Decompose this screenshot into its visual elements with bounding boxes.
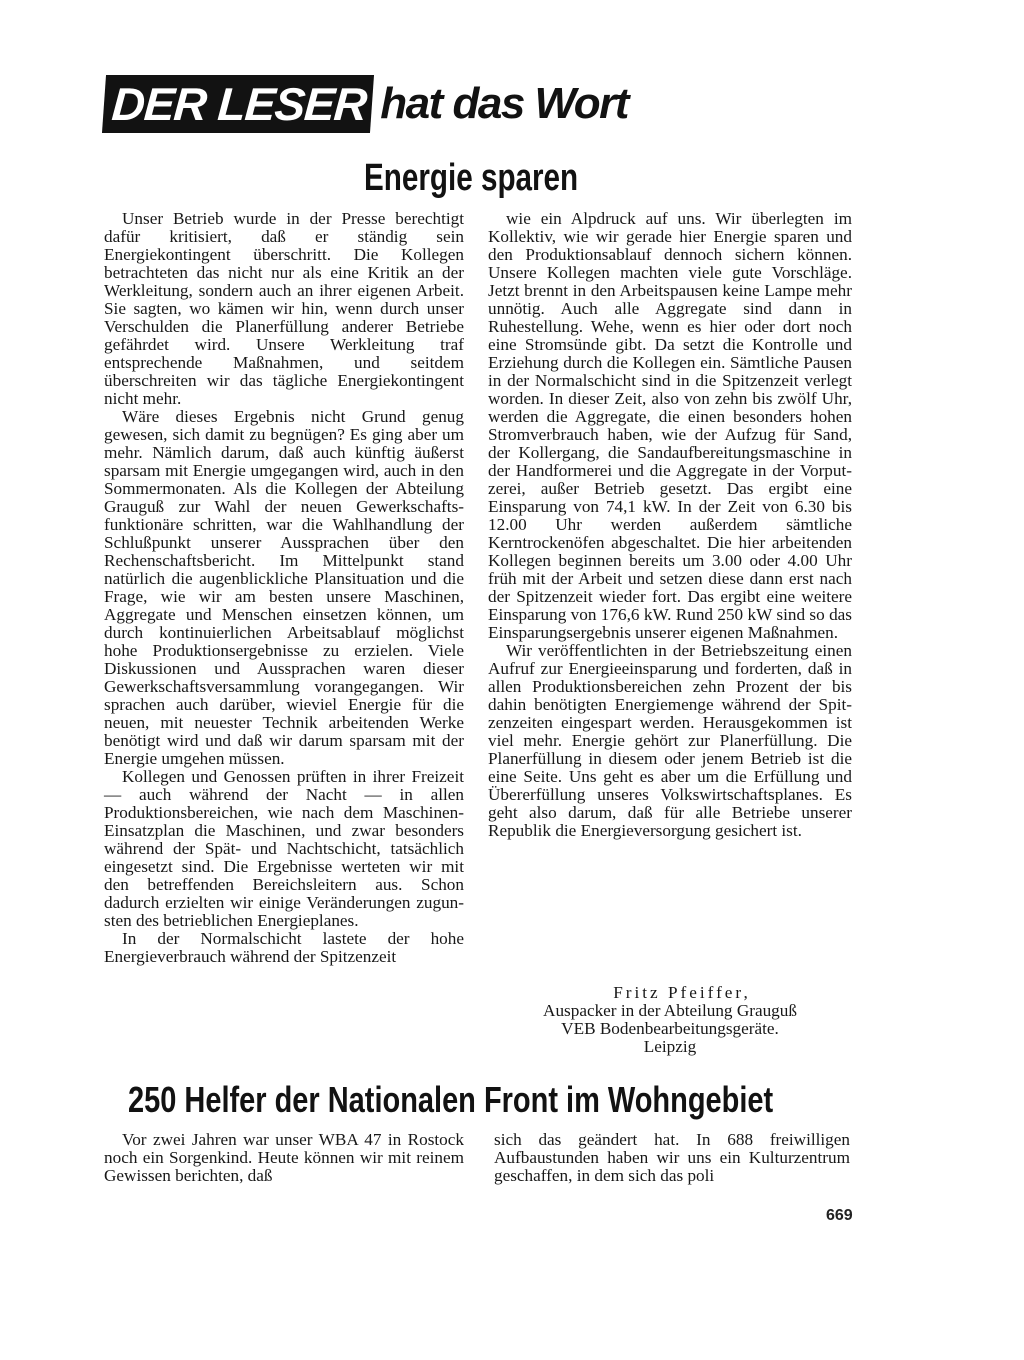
paragraph: wie ein Alpdruck auf uns. Wir überlegten im Kollektiv, wie wir gerade hier Energie sparen und den Produktionsablauf dennoch sichern können. Unsere Kollegen machten viele gute Vorschläge. Jetzt brennt in den Arbeitspausen keine Lampe mehr unnötig. Auch alle Aggregate sind dann in Ruhestellung. Wehe, wenn es hier oder dort noch eine Stromsünde gibt. Da setzt die Kontrolle und Erziehung durch die Kollegen ein. Sämtliche Pausen in der Normalschicht sind in die Spitzenzeit verlegt worden. In dieser Zeit, also von zehn bis zwölf Uhr, werden die Aggregate, die einen besonders hohen Stromverbrauch haben, wie der Aufzug für Sand, der Kollergang, die Sandaufbereitungsmaschine in der Handformerei und die Aggregate in der Vorputzerei, außer Betrieb gesetzt. Das ergibt eine Einsparung von 74,1 kW. In der Zeit von 6.30 bis 12.00 Uhr werden außerdem sämtliche Kerntrockenöfen abgeschaltet. Die hier arbeitenden Kollegen beginnen bereits um 3.00 oder 4.00 Uhr früh mit der Arbeit und setzen diese dann erst nach der Spitzenzeit wieder fort. Das ergibt eine weitere Einsparung von 176,6 kW. Rund 250 kW sind so das Einsparungsergebnis unserer eigenen Maßnahmen. [488, 209, 852, 642]
author-company: VEB Bodenbearbeitungsgeräte. [561, 1019, 779, 1038]
article1-column-left [104, 210, 464, 966]
author-city: Leipzig [643, 1037, 697, 1056]
article2-column-right [494, 1131, 850, 1185]
paragraph: sich das geändert hat. In 688 freiwilligen Aufbaustunden haben wir uns ein Kulturzentrum geschaffen, in dem sich das poli [494, 1130, 850, 1185]
paragraph: In der Normalschicht lastete der hohe Energieverbrauch während der Spitzenzeit [104, 929, 464, 966]
article1-column-right [488, 210, 852, 840]
paragraph: Unser Betrieb wurde in der Presse berechtigt dafür kritisiert, daß er ständig sein Energiekontingent überschritt. Die Kollegen betrachteten das nicht nur als eine Kritik an der Werkleitung, sondern auch an ihrer eigenen Arbeit. Sie sagten, wo kämen wir hin, wenn durch unser Verschulden die Planerfüllung anderer Betriebe gefährdet wird. Unsere Werkleitung traf entsprechende Maßnahmen, und seitdem überschreiten wir das tägliche Energiekontingent nicht mehr. [104, 209, 464, 408]
column-masthead [104, 74, 628, 134]
author-name: Fritz Pfeiffer, [613, 983, 751, 1002]
article2-title: 250 Helfer der Nationalen Front im Wohngebiet [128, 1079, 774, 1120]
article2-column-left [104, 1131, 464, 1185]
masthead-boxed-label: DER LESER [102, 75, 374, 133]
masthead-tail-label: hat das Wort [380, 79, 628, 128]
paragraph: Kollegen und Genossen prüften in ihrer Freizeit — auch während der Nacht — in allen Produktionsbereichen, wie nach dem Maschinen-Einsatzplan die Maschinen, und zwar besonders während der Spät- und Nachtschicht, tatsächlich eingesetzt sind. Die Ergebnisse werteten wir mit den betreffenden Bereichsleitern aus. Schon dadurch erzielten wir einige Veränderungen zugunsten des betrieblichen Energieplanes. [104, 767, 464, 930]
article1-title: Energie sparen [364, 157, 579, 199]
author-signature [488, 984, 852, 1056]
paragraph: Vor zwei Jahren war unser WBA 47 in Rostock noch ein Sorgenkind. Heute können wir mit reinem Gewissen berichten, daß [104, 1130, 464, 1185]
paragraph: Wäre dieses Ergebnis nicht Grund genug gewesen, sich damit zu begnügen? Es ging aber um mehr. Nämlich darum, daß auch künftig äußerst sparsam mit Energie umgegangen wird, auch in den Sommermonaten. Als die Kollegen der Abteilung Grauguß zur Wahl der neuen Gewerkschaftsfunktionäre schritten, war die Wahlhandlung der Schlußpunkt unserer Aussprachen über den Rechenschaftsbericht. Im Mittelpunkt stand natürlich die augenblickliche Plansituation und die Frage, wie wir am besten unsere Maschinen, Aggregate und Menschen einsetzen können, um durch kontinuierlichen Arbeitsablauf möglichst hohe Produktionsergebnisse zu erzielen. Viele Diskussionen und Aussprachen waren dieser Gewerkschaftsversammlung vorangegangen. Wir sprachen auch darüber, wieviel Energie für die neuen, mit neuester Technik arbeitenden Werke benötigt wird und daß wir darum sparsam mit der Energie umgehen müssen. [104, 407, 464, 768]
author-role: Auspacker in der Abteilung Grauguß [543, 1001, 797, 1020]
paragraph: Wir veröffentlichten in der Betriebszeitung einen Aufruf zur Energieeinsparung und forderten, daß in allen Produktionsbereichen zehn Prozent der bis dahin benötigten Energiemenge während der Spitzenzeiten eingespart werden. Herausgekommen ist viel mehr. Energie gehört zur Planerfüllung. Die Planerfüllung in diesem oder jenem Betrieb ist die eine Seite. Uns geht es aber um die Erfüllung und Übererfüllung unseres Volkswirtschaftsplanes. Es geht also darum, daß für alle Betriebe unserer Republik die Energieversorgung gesichert ist. [488, 641, 852, 840]
page-number: 669 [826, 1207, 853, 1224]
